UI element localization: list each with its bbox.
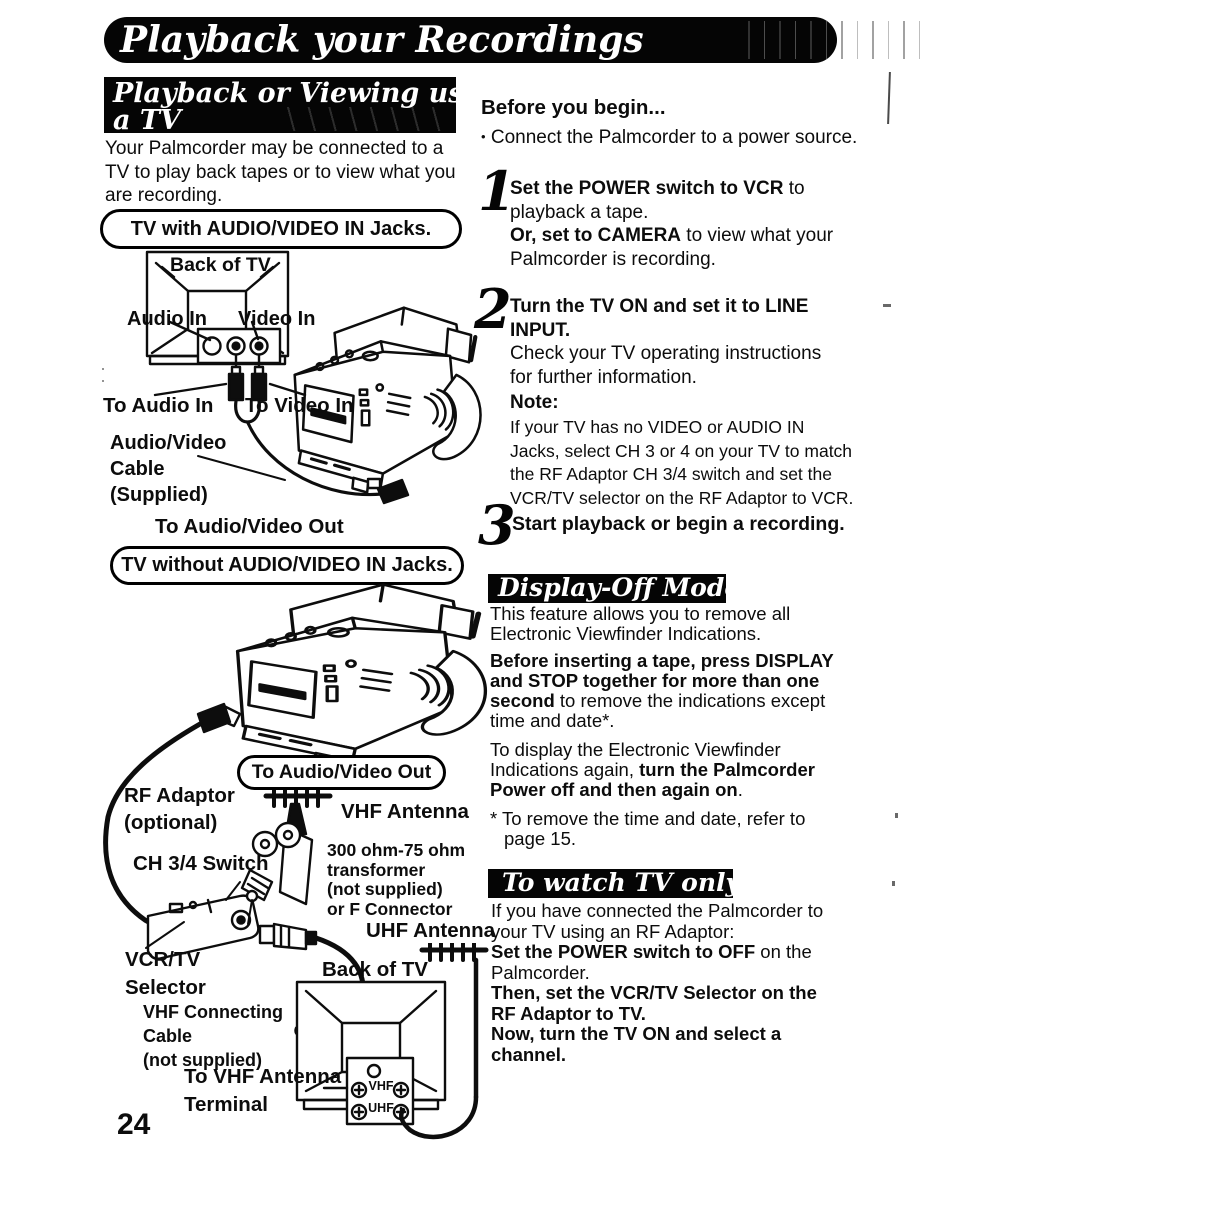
label-to-video-in: To Video In bbox=[245, 394, 354, 417]
bullet-dot: • bbox=[481, 129, 486, 144]
display-off-footnote-1: * To remove the time and date, refer to bbox=[490, 808, 806, 829]
page-number: 24 bbox=[117, 1108, 151, 1141]
label-vhf-connecting-cable: VHF Connecting Cable (not supplied) bbox=[143, 1002, 283, 1070]
label-to-vhf-antenna-terminal: To VHF Antenna Terminal bbox=[184, 1065, 342, 1116]
label-to-av-out-1: To Audio/Video Out bbox=[155, 515, 344, 538]
callout-tv-without-av-jacks-label: TV without AUDIO/VIDEO IN Jacks. bbox=[121, 554, 453, 576]
scan-artifact bbox=[102, 368, 104, 370]
label-back-of-tv-1: Back of TV bbox=[170, 254, 271, 276]
label-video-in: Video In bbox=[238, 308, 316, 330]
callout-to-av-out bbox=[237, 755, 446, 790]
step-1-text: Set the POWER switch to VCR to playback a tape. Or, set to CAMERA to view what your Palmcorder is recording. bbox=[510, 178, 834, 270]
display-off-paragraph-3: To display the Electronic Viewfinder Indications again, turn the Palmcorder Power off and then again on. bbox=[490, 739, 815, 800]
label-uhf-antenna: UHF Antenna bbox=[366, 919, 496, 942]
step-3-text: Start playback or begin a recording. bbox=[512, 513, 845, 535]
scan-artifact bbox=[892, 881, 895, 886]
camcorder-illustration-2 bbox=[238, 585, 486, 768]
display-off-header-label: Display-Off Mode bbox=[498, 573, 741, 602]
section-header-watch-tv-only bbox=[488, 868, 741, 898]
watch-tv-text: If you have connected the Palmcorder to your TV using an RF Adaptor: Set the POWER switch to OFF on the Palmcorder. Then, set the VCR/TV Selector on the RF Adaptor to TV. Now, turn the TV ON and select a channel. bbox=[491, 900, 824, 1065]
label-rf-adaptor: RF Adaptor (optional) bbox=[124, 784, 235, 834]
label-vhf-antenna: VHF Antenna bbox=[341, 800, 469, 823]
av-plug bbox=[368, 479, 408, 503]
step-2-note-title: Note: bbox=[510, 392, 559, 413]
intro-paragraph: Your Palmcorder may be connected to a TV to play back tapes or to view what you are recording. bbox=[105, 138, 456, 206]
scan-artifact bbox=[883, 304, 891, 307]
section-header-line2: a TV bbox=[113, 105, 181, 136]
scan-artifact bbox=[102, 380, 104, 382]
display-off-paragraph-1: This feature allows you to remove all Electronic Viewfinder Indications. bbox=[490, 603, 791, 644]
label-audio-in: Audio In bbox=[127, 308, 207, 330]
scan-noise bbox=[284, 107, 452, 131]
label-av-cable-supplied: Audio/Video Cable (Supplied) bbox=[110, 432, 227, 506]
display-off-paragraph-2: Before inserting a tape, press DISPLAY and STOP together for more than one second to remove the indications except time and date*. bbox=[490, 650, 834, 731]
label-ch34-switch: CH 3/4 Switch bbox=[133, 852, 269, 875]
label-to-audio-in: To Audio In bbox=[103, 394, 214, 417]
page-banner bbox=[104, 17, 837, 63]
step-2-number: 2 bbox=[474, 277, 512, 341]
av-plug-2 bbox=[198, 704, 240, 732]
rf-output-plug bbox=[260, 924, 316, 949]
section-header-playback-tv bbox=[104, 77, 513, 136]
av-jack-panel bbox=[198, 329, 280, 363]
label-transformer: 300 ohm-75 ohm transformer (not supplied) or F Connector bbox=[327, 840, 466, 919]
label-back-of-tv-2: Back of TV bbox=[322, 958, 428, 981]
step-2-text: Turn the TV ON and set it to LINE INPUT. Check your TV operating instructions for further information. bbox=[510, 296, 822, 388]
label-vcrtv-selector: VCR/TV Selector bbox=[125, 948, 206, 999]
section-header-line1: Playback or Viewing using bbox=[113, 78, 513, 109]
before-you-begin-bullet bbox=[481, 125, 857, 150]
scan-noise bbox=[734, 21, 924, 59]
step-3-number: 3 bbox=[478, 493, 516, 557]
bullet-text: Connect the Palmcorder to a power source. bbox=[490, 127, 858, 148]
before-you-begin-title: Before you begin... bbox=[481, 96, 666, 119]
scan-artifact bbox=[887, 72, 891, 124]
display-off-footnote-2: page 15. bbox=[504, 828, 577, 849]
callout-tv-without-av-jacks bbox=[110, 546, 464, 585]
step-2-note-text: If your TV has no VIDEO or AUDIO IN Jacks, select CH 3 or 4 on your TV to match the RF Adaptor CH 3/4 switch and set the VCR/TV selector on the RF Adaptor to VCR. bbox=[510, 417, 854, 508]
terminal-vhf-label: VHF bbox=[368, 1079, 394, 1093]
page-title: Playback your Recordings bbox=[120, 19, 644, 61]
watch-tv-header-label: To watch TV only bbox=[502, 868, 741, 897]
uhf-antenna-icon bbox=[422, 940, 486, 960]
scan-artifact bbox=[895, 813, 898, 818]
section-header-display-off bbox=[488, 573, 741, 603]
step-1-number: 1 bbox=[478, 159, 516, 223]
callout-tv-with-av-jacks-label: TV with AUDIO/VIDEO IN Jacks. bbox=[130, 217, 432, 240]
callout-to-av-out-label: To Audio/Video Out bbox=[251, 761, 432, 783]
terminal-uhf-label: UHF bbox=[368, 1101, 394, 1115]
